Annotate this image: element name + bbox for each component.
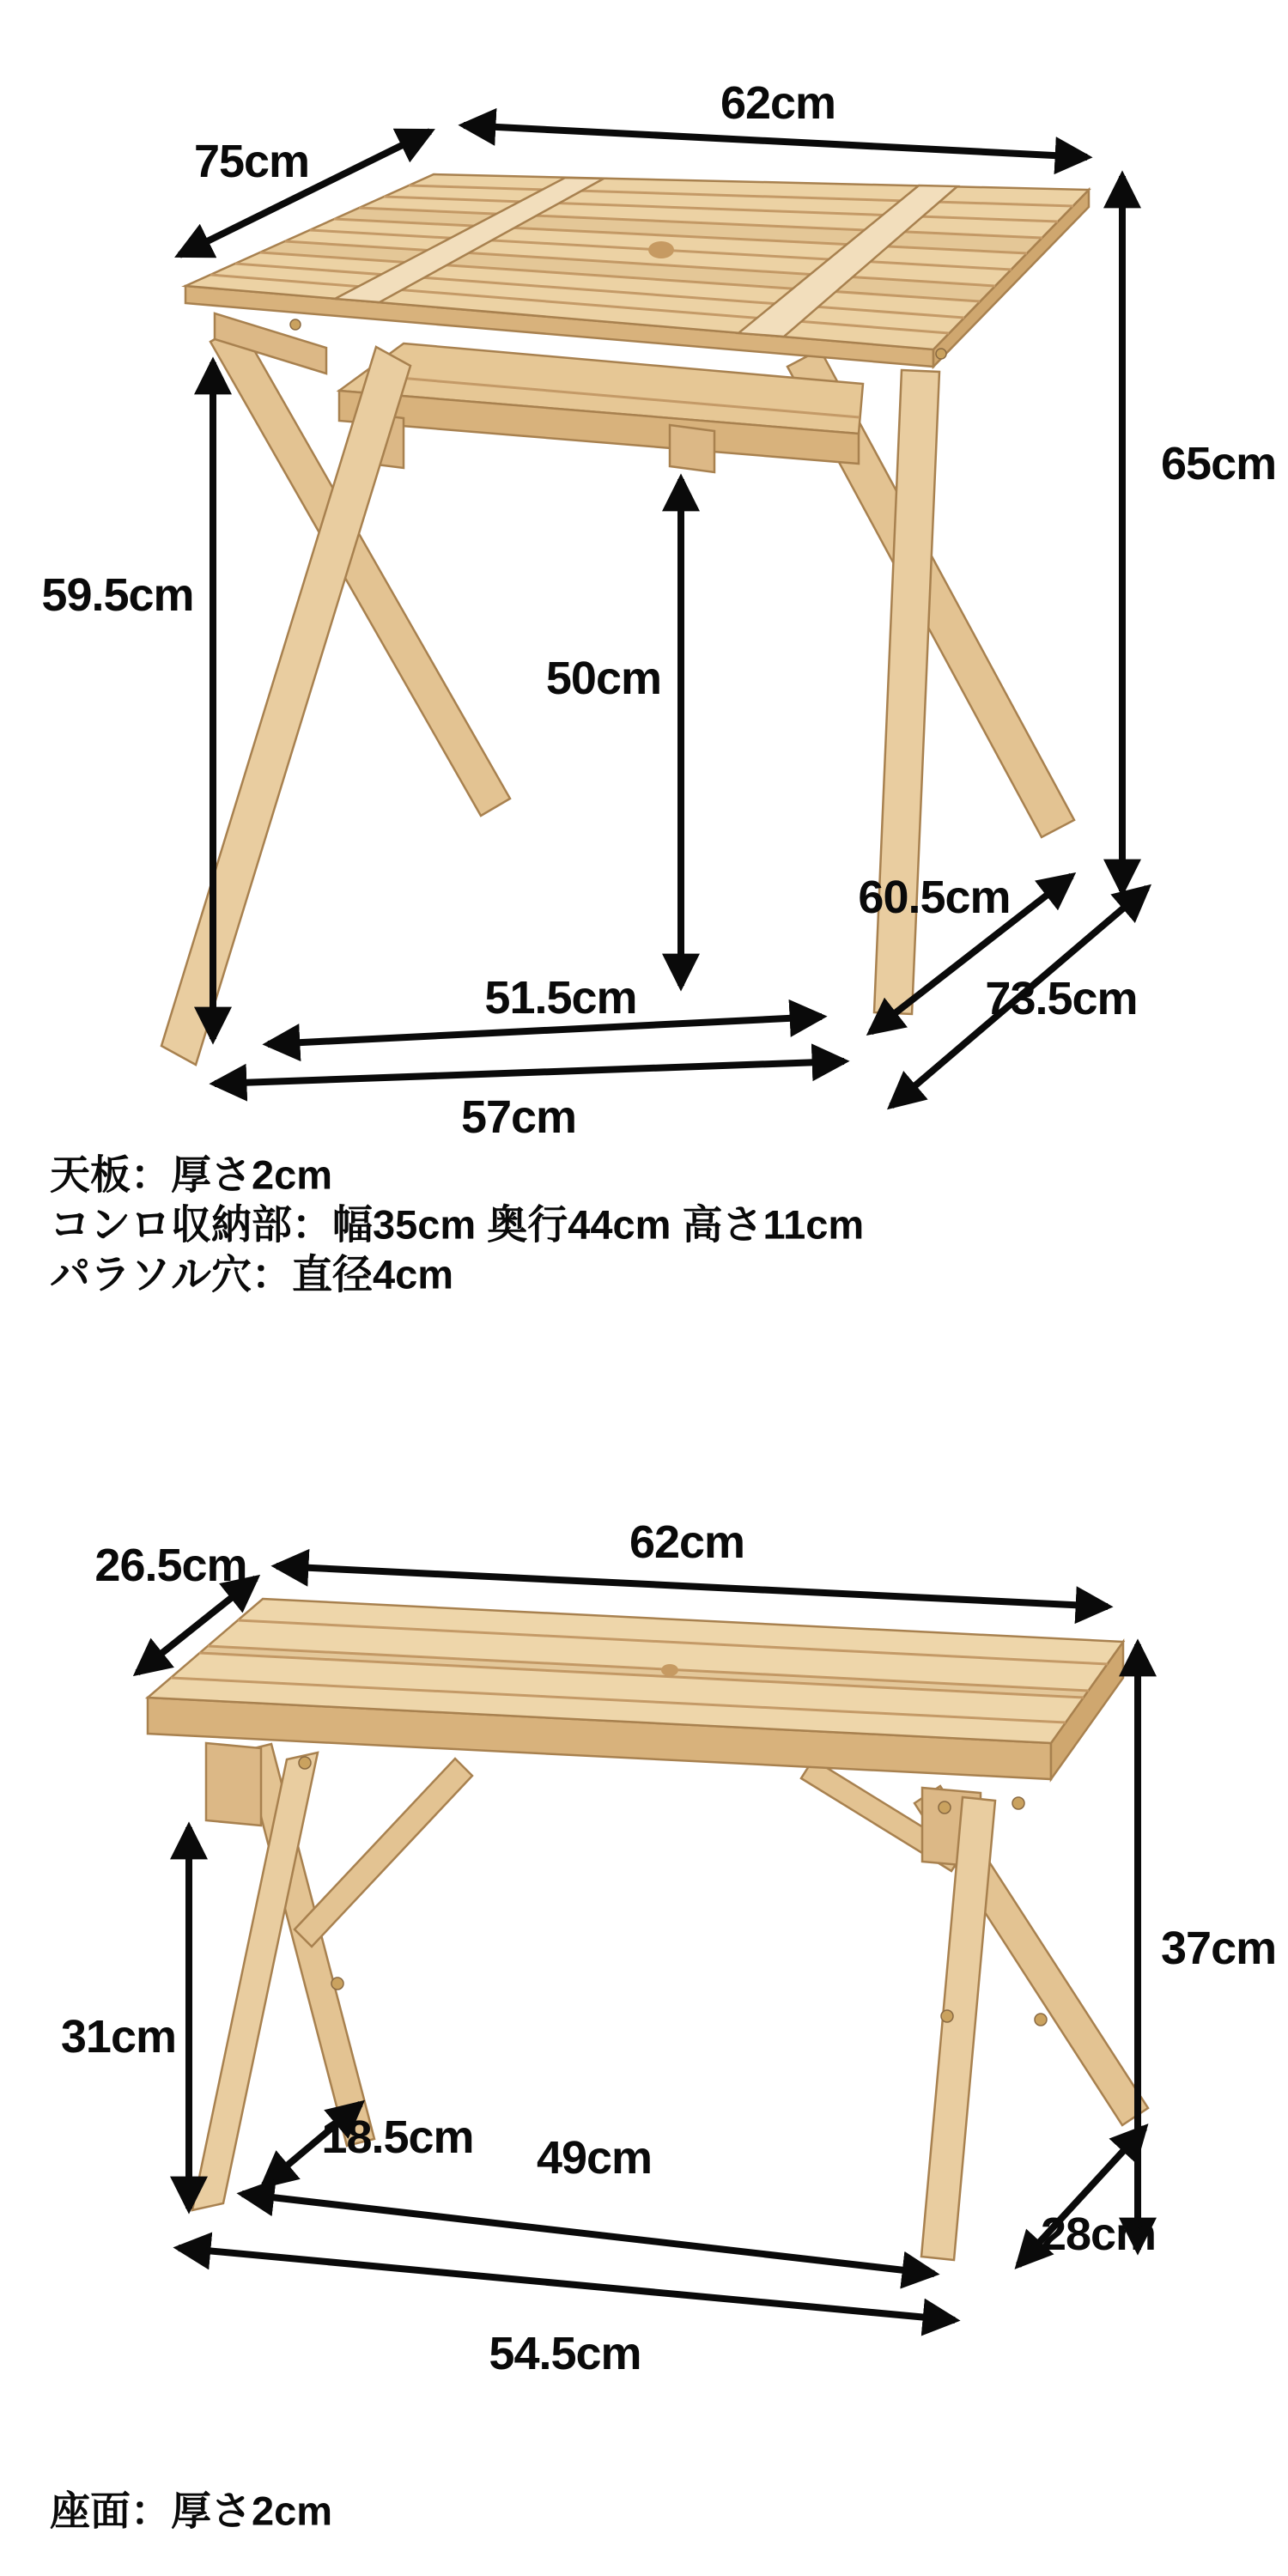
table-dim-front-span-inner-label: 51.5cm — [484, 972, 637, 1024]
bench-front-right-leg — [921, 1797, 995, 2260]
table-dim-side-span-inner-label: 60.5cm — [858, 872, 1011, 923]
bench-dim-front-span-outer-label: 54.5cm — [489, 2328, 641, 2379]
bolt — [941, 2010, 953, 2022]
bolt — [1035, 2014, 1047, 2026]
bolt — [331, 1978, 343, 1990]
table-note-parasol-hole: パラソル穴：直径4cm — [50, 1251, 454, 1297]
tabletop-knot — [648, 241, 674, 258]
table-note-konro-storage: コンロ収納部：幅35cm 奥行44cm 高さ11cm — [50, 1201, 865, 1248]
tabletop-surface — [185, 174, 1089, 349]
bolt — [1012, 1797, 1024, 1809]
bench-dim-under-seat-label: 31cm — [60, 2011, 176, 2063]
table-dim-top-width-arrow — [464, 125, 1087, 157]
bolt — [290, 319, 301, 330]
table-dim-shelf-clearance-label: 50cm — [545, 653, 661, 704]
table-dim-top-width-label: 62cm — [720, 77, 836, 129]
bench-dim-front-span-inner-label: 49cm — [536, 2132, 653, 2184]
table-dim-top-depth-label: 75cm — [193, 136, 310, 187]
bench-dim-side-span-outer-label: 28cm — [1040, 2208, 1157, 2260]
table-note-top-thickness: 天板：厚さ2cm — [50, 1151, 333, 1198]
bolt — [936, 349, 946, 359]
bench-dim-height-label: 37cm — [1161, 1923, 1277, 1974]
bench-dim-seat-width-arrow — [276, 1566, 1108, 1607]
table-dim-under-top-label: 59.5cm — [41, 569, 194, 621]
bench-left-pivot-block — [206, 1743, 261, 1826]
bolt — [299, 1757, 311, 1769]
table-shelf-block-right — [670, 425, 714, 472]
table-notes — [50, 1152, 864, 1297]
bench-note-seat-thickness: 座面：厚さ2cm — [50, 2488, 333, 2534]
bench-dim-front-span-outer-arrow — [179, 2248, 955, 2320]
bolt — [939, 1801, 951, 1814]
bench-brace-left — [295, 1759, 472, 1947]
table-dim-side-span-outer-label: 73.5cm — [985, 973, 1138, 1024]
table-dim-front-span-outer-arrow — [215, 1061, 844, 1084]
bench-knot — [661, 1664, 678, 1676]
bench-dim-seat-width-label: 62cm — [629, 1516, 745, 1568]
bench-notes — [50, 2488, 332, 2534]
table-dim-height-label: 65cm — [1161, 438, 1277, 489]
bench-dim-seat-depth-label: 26.5cm — [94, 1540, 247, 1591]
bench-dim-side-span-inner-label: 18.5cm — [321, 2111, 474, 2163]
table-dim-front-span-outer-label: 57cm — [460, 1091, 577, 1143]
